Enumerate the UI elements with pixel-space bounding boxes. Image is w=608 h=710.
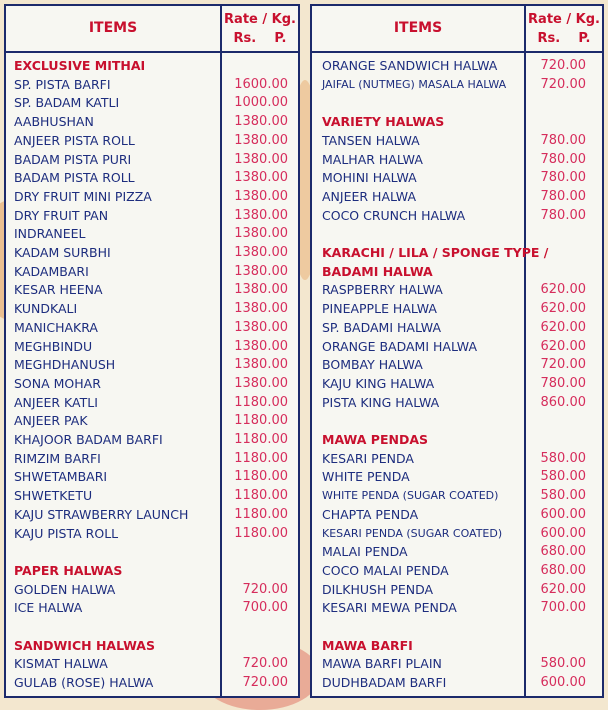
item-name: SHWETAMBARI — [14, 469, 108, 485]
rate-per-kg-label: Rate / Kg. — [528, 12, 600, 27]
menu-row — [312, 655, 602, 673]
menu-row — [312, 375, 602, 393]
menu-row — [6, 76, 298, 94]
menu-row — [6, 319, 298, 337]
menu-row — [6, 94, 298, 112]
item-name: MAWA BARFI PLAIN — [322, 656, 442, 672]
menu-row — [6, 132, 298, 150]
rate-per-kg-label: Rate / Kg. — [224, 12, 296, 27]
item-name: WHITE PENDA — [322, 469, 410, 485]
menu-row — [6, 599, 298, 617]
category-label: BADAMI HALWA — [322, 263, 433, 279]
item-price: 620.00 — [540, 282, 586, 298]
menu-row — [312, 225, 602, 243]
item-name: BOMBAY HALWA — [322, 357, 423, 373]
item-name: MEGHDHANUSH — [14, 357, 116, 373]
menu-row — [312, 487, 602, 505]
menu-row — [6, 431, 298, 449]
item-name: RASPBERRY HALWA — [322, 282, 443, 298]
p-label: P. — [274, 31, 287, 46]
item-name: INDRANEEL — [14, 226, 86, 242]
menu-row — [6, 356, 298, 374]
menu-row — [6, 543, 298, 561]
item-name: WHITE PENDA (SUGAR COATED) — [322, 489, 499, 503]
item-price: 680.00 — [540, 544, 586, 560]
item-price: 720.00 — [242, 656, 288, 672]
category-heading — [312, 637, 602, 655]
category-heading — [6, 57, 298, 75]
item-price: 720.00 — [242, 581, 288, 597]
menu-row — [312, 188, 602, 206]
menu-row — [312, 94, 602, 112]
item-price: 1000.00 — [234, 95, 288, 111]
menu-row — [312, 543, 602, 561]
menu-row — [312, 412, 602, 430]
item-price: 580.00 — [540, 469, 586, 485]
item-price: 620.00 — [540, 581, 586, 597]
item-name: MOHINI HALWA — [322, 170, 417, 186]
item-price: 1380.00 — [234, 375, 288, 391]
item-price: 700.00 — [242, 600, 288, 616]
menu-row — [6, 263, 298, 281]
item-name: ANJEER KATLI — [14, 394, 98, 410]
menu-row — [6, 412, 298, 430]
item-price: 1180.00 — [234, 394, 288, 410]
item-price: 1380.00 — [234, 301, 288, 317]
item-name: SP. PISTA BARFI — [14, 76, 111, 92]
item-price: 1380.00 — [234, 114, 288, 130]
left-menu-table — [4, 4, 300, 698]
item-price: 1600.00 — [234, 76, 288, 92]
right-menu-table — [310, 4, 604, 698]
menu-row — [312, 57, 602, 75]
category-label: PAPER HALWAS — [14, 562, 123, 578]
rate-header — [526, 10, 602, 48]
item-name: JAIFAL (NUTMEG) MASALA HALWA — [322, 77, 507, 91]
item-name: BADAM PISTA PURI — [14, 151, 132, 167]
item-price: 620.00 — [540, 338, 586, 354]
menu-row — [312, 76, 602, 94]
category-label: MAWA PENDAS — [322, 432, 429, 447]
item-name: KESAR HEENA — [14, 282, 103, 298]
menu-row — [6, 169, 298, 187]
category-heading — [312, 431, 602, 449]
p-label: P. — [578, 31, 591, 46]
item-price: 1380.00 — [234, 132, 288, 148]
item-price: 1180.00 — [234, 488, 288, 504]
item-name: COCO CRUNCH HALWA — [322, 207, 466, 223]
item-name: GULAB (ROSE) HALWA — [14, 675, 154, 691]
item-name: AABHUSHAN — [14, 114, 94, 130]
item-price: 580.00 — [540, 488, 586, 504]
menu-row — [6, 487, 298, 505]
item-price: 720.00 — [242, 675, 288, 691]
item-name: DUDHBADAM BARFI — [322, 675, 447, 691]
menu-row — [312, 506, 602, 524]
item-name: KESARI MEWA PENDA — [322, 600, 457, 616]
menu-row — [312, 581, 602, 599]
item-price: 720.00 — [540, 357, 586, 373]
menu-row — [312, 618, 602, 636]
category-heading — [6, 637, 298, 655]
item-name: BADAM PISTA ROLL — [14, 170, 135, 186]
menu-row — [312, 599, 602, 617]
item-price: 600.00 — [540, 506, 586, 522]
menu-row — [312, 319, 602, 337]
item-name: KESARI PENDA (SUGAR COATED) — [322, 526, 503, 540]
category-label: KARACHI / LILA / SPONGE TYPE / — [322, 245, 549, 260]
item-name: KUNDKALI — [14, 301, 78, 317]
item-name: KAJU PISTA ROLL — [14, 525, 119, 541]
item-name: ICE HALWA — [14, 600, 83, 616]
menu-row — [312, 151, 602, 169]
category-heading — [312, 244, 602, 262]
menu-row — [6, 655, 298, 673]
menu-row — [6, 581, 298, 599]
menu-row — [6, 618, 298, 636]
item-price: 1380.00 — [234, 245, 288, 260]
item-name: KADAMBARI — [14, 263, 89, 279]
items-header: ITEMS — [88, 20, 138, 36]
menu-row — [6, 450, 298, 468]
item-price: 1380.00 — [234, 226, 288, 242]
item-price: 1180.00 — [234, 413, 288, 429]
item-price: 1380.00 — [234, 170, 288, 186]
rs-label: Rs. — [233, 31, 257, 46]
menu-row — [6, 281, 298, 299]
items-header: ITEMS — [393, 20, 443, 36]
item-price: 580.00 — [540, 656, 586, 672]
item-price: 620.00 — [540, 301, 586, 317]
category-label: VARIETY HALWAS — [322, 114, 445, 130]
category-label: SANDWICH HALWAS — [14, 637, 155, 653]
rate-header — [222, 10, 298, 48]
menu-row — [312, 356, 602, 374]
item-price: 720.00 — [540, 76, 586, 92]
item-name: PINEAPPLE HALWA — [322, 301, 437, 317]
menu-row — [312, 450, 602, 468]
menu-row — [312, 394, 602, 412]
menu-row — [6, 113, 298, 131]
item-price: 580.00 — [540, 450, 586, 466]
menu-row — [6, 207, 298, 225]
item-price: 1180.00 — [234, 469, 288, 485]
item-name: KISMAT HALWA — [14, 656, 108, 672]
item-price: 1180.00 — [234, 506, 288, 522]
item-name: ORANGE SANDWICH HALWA — [322, 58, 498, 73]
item-name: SP. BADAMI HALWA — [322, 319, 441, 335]
menu-row — [6, 225, 298, 243]
item-name: MANICHAKRA — [14, 319, 98, 335]
item-price: 1180.00 — [234, 432, 288, 447]
menu-row — [312, 525, 602, 543]
item-name: ANJEER PAK — [14, 413, 88, 429]
item-price: 780.00 — [540, 207, 586, 223]
item-name: KHAJOOR BADAM BARFI — [14, 432, 163, 447]
item-name: ANJEER PISTA ROLL — [14, 132, 135, 148]
category-label: EXCLUSIVE MITHAI — [14, 58, 146, 73]
menu-row — [312, 207, 602, 225]
item-name: TANSEN HALWA — [322, 132, 420, 148]
menu-row — [312, 281, 602, 299]
menu-row — [312, 338, 602, 356]
item-price: 1180.00 — [234, 525, 288, 541]
item-name: ANJEER HALWA — [322, 188, 417, 204]
item-name: CHAPTA PENDA — [322, 506, 419, 522]
item-name: GOLDEN HALWA — [14, 581, 116, 597]
item-price: 1380.00 — [234, 357, 288, 373]
menu-row — [6, 674, 298, 692]
menu-row — [312, 674, 602, 692]
category-heading — [312, 113, 602, 131]
category-label: MAWA BARFI — [322, 637, 413, 653]
menu-row — [312, 132, 602, 150]
item-price: 780.00 — [540, 188, 586, 204]
menu-row — [6, 525, 298, 543]
item-price: 680.00 — [540, 562, 586, 578]
item-name: MALAI PENDA — [322, 544, 408, 560]
item-name: SHWETKETU — [14, 488, 93, 504]
menu-row — [6, 375, 298, 393]
item-price: 780.00 — [540, 132, 586, 148]
item-price: 700.00 — [540, 600, 586, 616]
item-name: KAJU KING HALWA — [322, 375, 435, 391]
item-price: 860.00 — [540, 394, 586, 410]
item-price: 600.00 — [540, 525, 586, 541]
item-name: ORANGE BADAMI HALWA — [322, 338, 477, 354]
menu-row — [312, 468, 602, 486]
item-name: DILKHUSH PENDA — [322, 581, 434, 597]
item-price: 1380.00 — [234, 263, 288, 279]
item-name: KADAM SURBHI — [14, 245, 111, 260]
item-name: DRY FRUIT PAN — [14, 207, 109, 223]
menu-row — [6, 338, 298, 356]
item-price: 1380.00 — [234, 338, 288, 354]
item-price: 720.00 — [540, 58, 586, 73]
category-heading — [6, 562, 298, 580]
item-price: 1380.00 — [234, 151, 288, 167]
menu-row — [6, 244, 298, 262]
menu-row — [6, 188, 298, 206]
item-price: 780.00 — [540, 375, 586, 391]
menu-row — [312, 169, 602, 187]
item-name: KAJU STRAWBERRY LAUNCH — [14, 506, 189, 522]
rs-label: Rs. — [537, 31, 561, 46]
item-price: 780.00 — [540, 170, 586, 186]
menu-row — [6, 394, 298, 412]
item-price: 1380.00 — [234, 188, 288, 204]
category-heading — [312, 263, 602, 281]
menu-row — [312, 300, 602, 318]
item-name: SONA MOHAR — [14, 375, 101, 391]
item-price: 780.00 — [540, 151, 586, 167]
item-name: KESARI PENDA — [322, 450, 414, 466]
item-name: MALHAR HALWA — [322, 151, 423, 167]
menu-row — [6, 300, 298, 318]
item-name: MEGHBINDU — [14, 338, 93, 354]
item-name: PISTA KING HALWA — [322, 394, 440, 410]
menu-row — [312, 562, 602, 580]
menu-row — [6, 506, 298, 524]
item-name: SP. BADAM KATLI — [14, 95, 120, 111]
item-price: 1380.00 — [234, 319, 288, 335]
menu-row — [6, 468, 298, 486]
menu-row — [6, 151, 298, 169]
item-price: 1380.00 — [234, 282, 288, 298]
item-price: 1380.00 — [234, 207, 288, 223]
item-price: 600.00 — [540, 675, 586, 691]
item-price: 1180.00 — [234, 450, 288, 466]
item-name: RIMZIM BARFI — [14, 450, 101, 466]
item-name: DRY FRUIT MINI PIZZA — [14, 188, 152, 204]
item-name: COCO MALAI PENDA — [322, 562, 449, 578]
item-price: 620.00 — [540, 319, 586, 335]
